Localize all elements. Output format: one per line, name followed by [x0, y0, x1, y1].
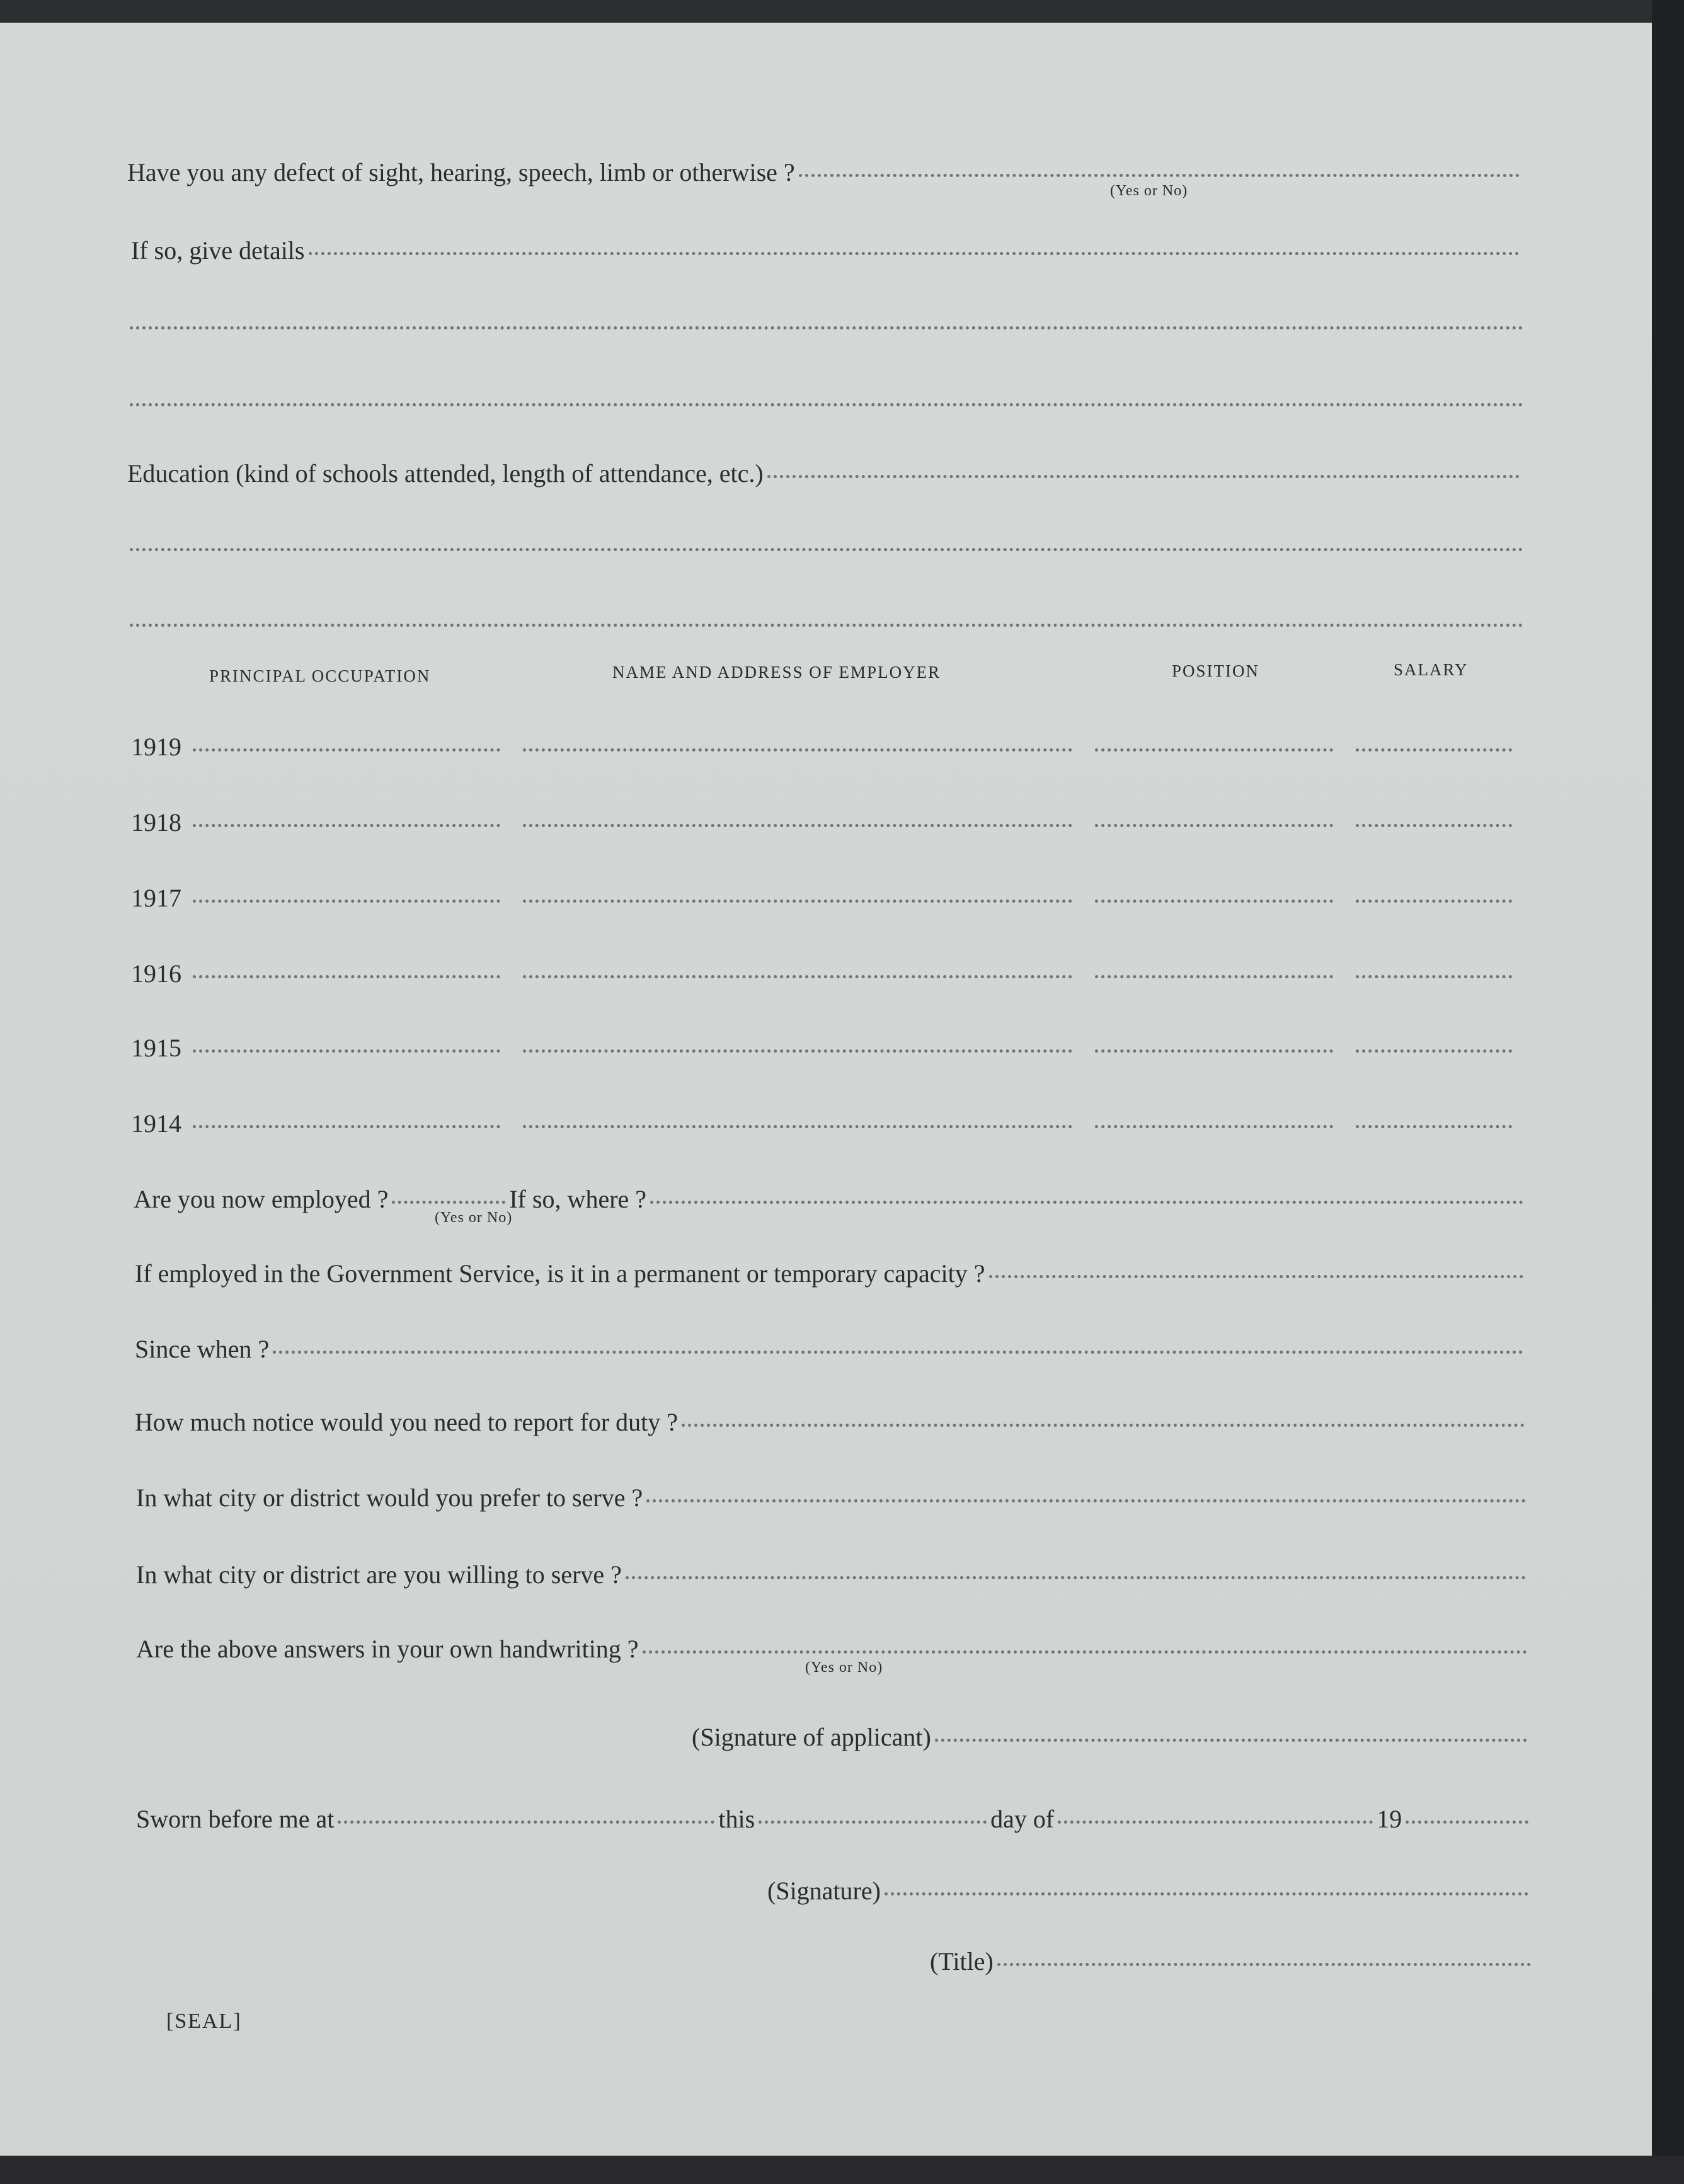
header-principal-occupation: PRINCIPAL OCCUPATION — [209, 666, 431, 685]
question-handwriting-label: Are the above answers in your own handwriting ? — [136, 1635, 639, 1663]
question-since-label: Since when ? — [135, 1335, 270, 1363]
question-since — [135, 1334, 1527, 1364]
question-employed — [134, 1184, 1527, 1214]
question-education — [127, 459, 1523, 488]
signature-label: (Signature) — [767, 1877, 881, 1905]
question-employed-label: Are you now employed ? — [134, 1185, 389, 1213]
position-field[interactable] — [1095, 1125, 1333, 1128]
sworn-row — [136, 1804, 1532, 1834]
salary-field[interactable] — [1356, 748, 1512, 752]
header-position: POSITION — [1172, 661, 1260, 680]
occupation-field[interactable] — [193, 900, 500, 903]
answer-employed-field[interactable] — [392, 1201, 505, 1204]
question-defect-label: Have you any defect of sight, hearing, speech, limb or otherwise ? — [127, 158, 795, 186]
seal-label: [SEAL] — [166, 2010, 242, 2033]
hint-yes-no-employed: (Yes or No) — [435, 1209, 513, 1226]
employer-field[interactable] — [523, 900, 1072, 903]
salary-field[interactable] — [1356, 1049, 1512, 1053]
position-field[interactable] — [1095, 824, 1333, 827]
employer-field[interactable] — [523, 1049, 1072, 1053]
position-field[interactable] — [1095, 1049, 1333, 1053]
header-salary: SALARY — [1394, 660, 1469, 679]
employer-field[interactable] — [523, 824, 1072, 827]
answer-prefer-field[interactable] — [646, 1499, 1526, 1502]
question-prefer-label: In what city or district would you prefer to serve ? — [136, 1484, 643, 1512]
year-row-1919 — [131, 732, 1523, 762]
employer-field[interactable] — [523, 748, 1072, 752]
question-details — [131, 236, 1523, 265]
answer-handwriting-field[interactable] — [643, 1650, 1527, 1654]
sworn-at-label: Sworn before me at — [136, 1805, 335, 1833]
sworn-month-field[interactable] — [1058, 1821, 1373, 1824]
education-line-2[interactable] — [130, 548, 1523, 551]
occupation-field[interactable] — [193, 748, 500, 752]
question-notice-label: How much notice would you need to report for duty ? — [135, 1408, 679, 1436]
header-employer: NAME AND ADDRESS OF EMPLOYER — [612, 663, 941, 682]
signature-applicant-field[interactable] — [935, 1739, 1527, 1742]
year-label: 1917 — [131, 884, 181, 912]
year-label: 1916 — [131, 959, 181, 988]
year-row-1917 — [131, 883, 1523, 913]
scan-border-top — [0, 0, 1684, 23]
occupation-field[interactable] — [193, 1049, 500, 1053]
answer-defect-field[interactable] — [799, 174, 1520, 177]
signature-row — [767, 1876, 1532, 1906]
occupation-field[interactable] — [193, 975, 500, 978]
scan-border-right — [1652, 0, 1684, 2184]
details-line-2[interactable] — [130, 326, 1523, 329]
question-notice — [135, 1407, 1528, 1437]
question-government — [135, 1259, 1527, 1288]
question-details-label: If so, give details — [131, 236, 305, 265]
sworn-this-label: this — [718, 1805, 755, 1833]
salary-field[interactable] — [1356, 1125, 1512, 1128]
sworn-year-prefix: 19 — [1377, 1805, 1402, 1833]
sworn-day-field[interactable] — [759, 1821, 987, 1824]
question-education-label: Education (kind of schools attended, length of attendance, etc.) — [127, 459, 764, 488]
year-row-1914 — [131, 1109, 1523, 1138]
title-row — [930, 1947, 1535, 1976]
signature-applicant-label: (Signature of applicant) — [692, 1723, 931, 1751]
sworn-place-field[interactable] — [338, 1821, 714, 1824]
question-prefer-city — [136, 1483, 1530, 1512]
title-label: (Title) — [930, 1947, 994, 1975]
question-where-label: If so, where ? — [509, 1185, 647, 1213]
details-line-3[interactable] — [130, 403, 1523, 406]
year-label: 1919 — [131, 733, 181, 761]
answer-notice-field[interactable] — [682, 1424, 1525, 1427]
salary-field[interactable] — [1356, 900, 1512, 903]
occupation-field[interactable] — [193, 824, 500, 827]
year-row-1918 — [131, 808, 1523, 837]
form-page — [0, 23, 1652, 2156]
answer-education-field[interactable] — [767, 475, 1520, 478]
salary-field[interactable] — [1356, 975, 1512, 978]
year-label: 1915 — [131, 1034, 181, 1062]
year-label: 1918 — [131, 808, 181, 837]
question-willing-label: In what city or district are you willing to serve ? — [136, 1560, 622, 1589]
year-row-1916 — [131, 959, 1523, 988]
year-row-1915 — [131, 1033, 1523, 1063]
position-field[interactable] — [1095, 900, 1333, 903]
answer-willing-field[interactable] — [626, 1576, 1526, 1579]
title-field[interactable] — [997, 1963, 1531, 1966]
answer-details-field[interactable] — [309, 252, 1520, 255]
education-line-3[interactable] — [130, 624, 1523, 627]
position-field[interactable] — [1095, 748, 1333, 752]
hint-yes-no-handwriting: (Yes or No) — [805, 1659, 883, 1676]
answer-where-field[interactable] — [650, 1201, 1523, 1204]
sworn-year-field[interactable] — [1406, 1821, 1528, 1824]
year-label: 1914 — [131, 1109, 181, 1138]
answer-government-field[interactable] — [989, 1275, 1523, 1278]
employer-field[interactable] — [523, 975, 1072, 978]
salary-field[interactable] — [1356, 824, 1512, 827]
scan-border-bottom — [0, 2156, 1684, 2184]
sworn-day-of-label: day of — [990, 1805, 1055, 1833]
position-field[interactable] — [1095, 975, 1333, 978]
question-willing-city — [136, 1560, 1530, 1589]
question-defect — [127, 157, 1523, 187]
answer-since-field[interactable] — [273, 1351, 1523, 1354]
question-government-label: If employed in the Government Service, is it in a permanent or temporary capacity ? — [135, 1259, 985, 1288]
signature-applicant-row — [692, 1722, 1531, 1752]
hint-yes-no-defect: (Yes or No) — [1110, 183, 1188, 199]
occupation-field[interactable] — [193, 1125, 500, 1128]
employer-field[interactable] — [523, 1125, 1072, 1128]
signature-field[interactable] — [885, 1892, 1528, 1895]
